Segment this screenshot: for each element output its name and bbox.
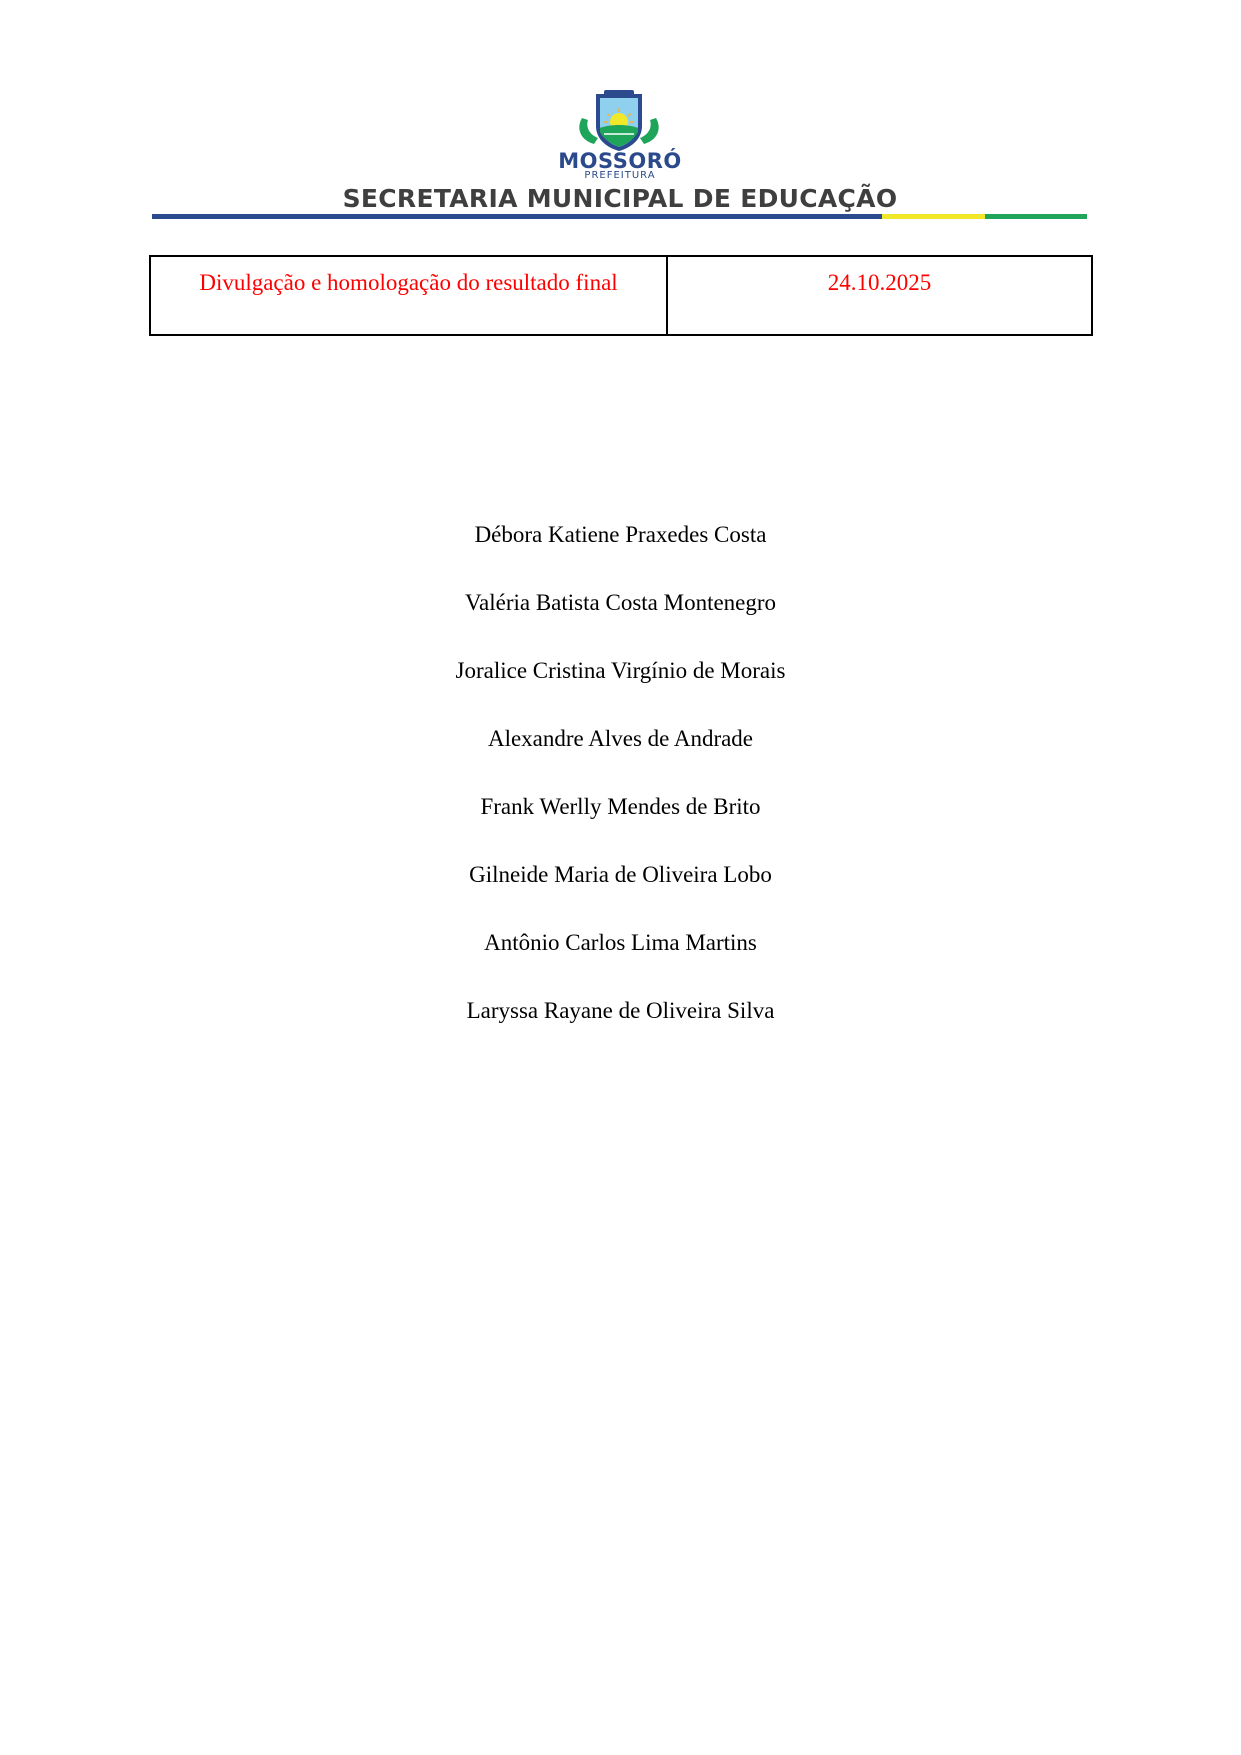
table-row: [150, 256, 1092, 335]
list-item: Débora Katiene Praxedes Costa: [474, 522, 767, 547]
list-item: Frank Werlly Mendes de Brito: [480, 794, 761, 819]
department-title: SECRETARIA MUNICIPAL DE EDUCAÇÃO: [342, 184, 898, 213]
list-item: Gilneide Maria de Oliveira Lobo: [469, 862, 772, 887]
event-cell: Divulgação e homologação do resultado final: [150, 256, 667, 335]
date-cell: 24.10.2025: [667, 256, 1092, 335]
header-stripe-blue: [152, 214, 882, 219]
brand-subtitle: PREFEITURA: [584, 170, 656, 181]
list-item: Laryssa Rayane de Oliveira Silva: [466, 998, 775, 1023]
brand-name: MOSSORÓ: [558, 149, 682, 173]
document-header: [0, 0, 1241, 230]
header-stripe-green: [985, 214, 1087, 219]
list-item: Joralice Cristina Virgínio de Morais: [455, 658, 786, 683]
schedule-table: [149, 255, 1093, 336]
mossoro-coat-of-arms-icon: [574, 88, 664, 152]
names-list: [0, 520, 1241, 1064]
header-stripe-yellow: [882, 214, 985, 219]
list-item: Antônio Carlos Lima Martins: [484, 930, 757, 955]
list-item: Valéria Batista Costa Montenegro: [464, 590, 777, 615]
list-item: Alexandre Alves de Andrade: [487, 726, 754, 751]
